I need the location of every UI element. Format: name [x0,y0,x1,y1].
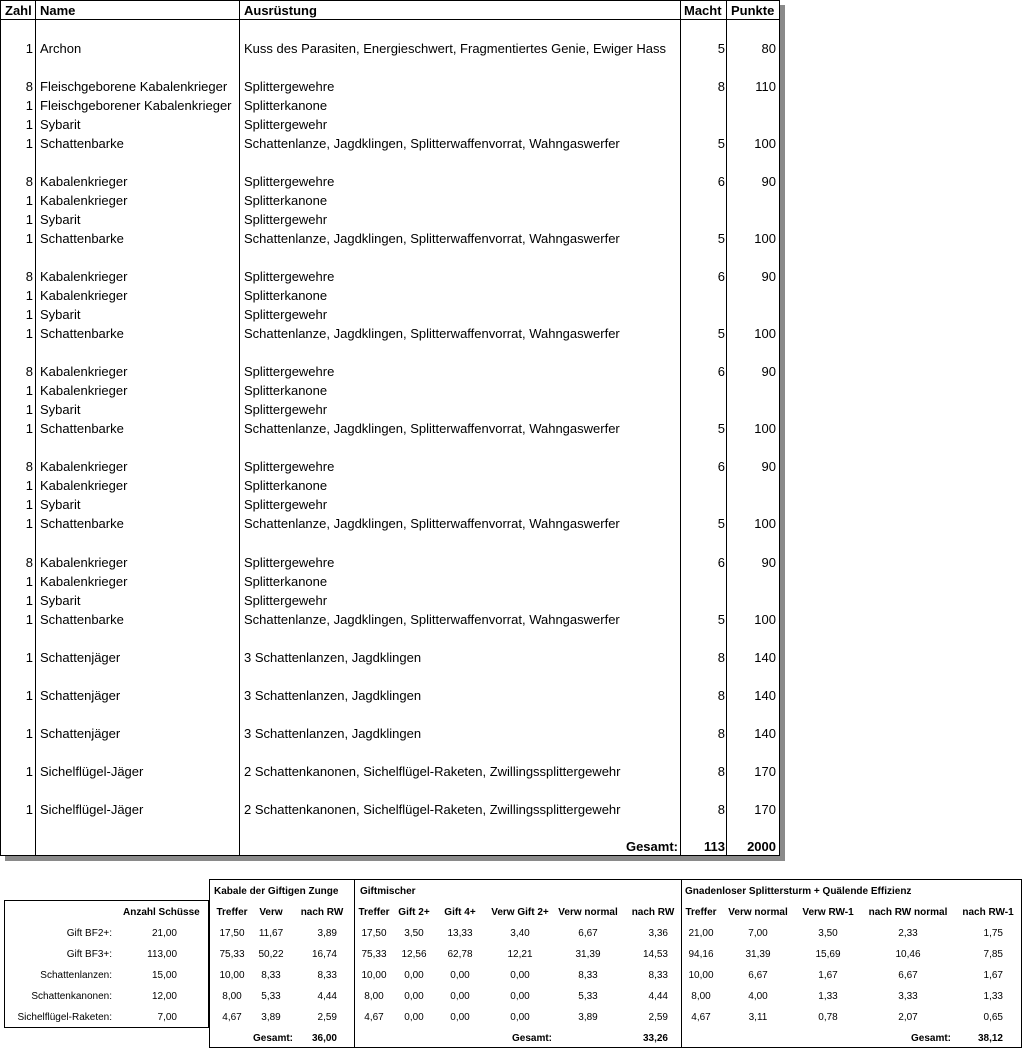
table-cell: 17,50 [219,928,245,939]
table-cell: 50,22 [258,949,284,960]
table-row [1,210,781,229]
section-total-label: Gesamt: [252,1033,293,1044]
unit-qty: 1 [25,478,33,493]
shots-label: Gift BF3+: [66,949,112,960]
table-cell: 0,00 [404,1012,424,1023]
unit-power: 6 [717,174,725,189]
table-row [1,362,781,381]
table-row [1,229,781,248]
unit-points: 100 [754,516,776,531]
unit-equipment: Splitterkanone [244,98,328,113]
table-row [1,305,781,324]
unit-points: 100 [754,421,776,436]
unit-equipment: Splitterkanone [244,288,328,303]
shots-value: 7,00 [157,1012,177,1023]
unit-qty: 1 [25,383,33,398]
table-cell: 0,00 [450,1012,470,1023]
unit-qty: 1 [25,231,33,246]
unit-power: 6 [717,555,725,570]
table-cell: 75,33 [361,949,387,960]
unit-points: 140 [754,726,776,741]
unit-qty: 8 [25,79,33,94]
unit-equipment: Splittergewehr [244,117,328,132]
unit-equipment: Splittergewehr [244,212,328,227]
unit-power: 5 [717,41,725,56]
unit-points: 110 [755,79,776,94]
unit-points: 100 [754,231,776,246]
unit-qty: 1 [25,497,33,512]
table-row [1,648,781,667]
unit-equipment: Schattenlanze, Jagdklingen, Splitterwaffenvorrat, Wahngaswerfer [244,612,620,627]
unit-equipment: 3 Schattenlanzen, Jagdklingen [244,650,422,665]
unit-equipment: Splitterkanone [244,193,328,208]
table-row [1,762,781,781]
table-cell: 3,89 [317,928,337,939]
table-cell: 1,33 [983,991,1003,1002]
column-header: Gift 4+ [444,907,476,918]
total-power: 113 [704,839,725,854]
table-row [1,39,781,58]
table-row [1,381,781,400]
shots-value: 15,00 [151,970,177,981]
shots-table [4,900,209,1028]
table-cell: 62,78 [447,949,473,960]
table-cell: 4,67 [691,1012,711,1023]
section-total-label: Gesamt: [910,1033,951,1044]
unit-qty: 1 [25,98,33,113]
unit-power: 8 [717,688,725,703]
table-row [1,77,781,96]
column-header: nach RW-1 [962,907,1014,918]
table-cell: 15,69 [815,949,841,960]
unit-equipment: Schattenlanze, Jagdklingen, Splitterwaffenvorrat, Wahngaswerfer [244,136,620,151]
unit-power: 5 [717,612,725,627]
header-power: Macht [684,3,722,18]
table-cell: 13,33 [447,928,473,939]
unit-points: 90 [761,269,776,284]
unit-equipment: Schattenlanze, Jagdklingen, Splitterwaffenvorrat, Wahngaswerfer [244,516,620,531]
table-cell: 31,39 [575,949,601,960]
table-row [1,553,781,572]
table-row [1,514,781,533]
unit-name: Schattenbarke [40,516,124,531]
unit-equipment: Splitterkanone [244,383,328,398]
table-row [1,457,781,476]
unit-qty: 1 [25,326,33,341]
unit-equipment: Splittergewehre [244,79,335,94]
unit-name: Schattenbarke [40,136,124,151]
unit-equipment: Splittergewehr [244,593,328,608]
table-row [1,134,781,153]
unit-name: Kabalenkrieger [40,383,128,398]
total-row [1,837,781,856]
table-cell: 10,00 [688,970,714,981]
unit-name: Schattenjäger [40,688,121,703]
table-cell: 8,33 [261,970,281,981]
unit-name: Schattenbarke [40,231,124,246]
unit-qty: 1 [25,688,33,703]
table-cell: 1,67 [818,970,838,981]
shots-label: Schattenlanzen: [40,970,112,981]
table-cell: 2,07 [898,1012,918,1023]
unit-points: 140 [754,650,776,665]
unit-name: Kabalenkrieger [40,574,128,589]
unit-qty: 1 [25,136,33,151]
table-row [1,476,781,495]
shots-label: Schattenkanonen: [31,991,112,1002]
shots-value: 113,00 [147,949,177,960]
table-cell: 2,59 [648,1012,668,1023]
table-row [1,610,781,629]
table-cell: 6,67 [748,970,768,981]
table-cell: 8,33 [317,970,337,981]
column-header: nach RW normal [868,907,948,918]
unit-qty: 1 [25,41,33,56]
table-cell: 16,74 [311,949,337,960]
unit-equipment: 2 Schattenkanonen, Sichelflügel-Raketen, Zwillingssplittergewehr [244,802,621,817]
unit-name: Kabalenkrieger [40,174,128,189]
table-row [1,115,781,134]
unit-qty: 1 [25,288,33,303]
unit-qty: 1 [25,516,33,531]
shots-label: Sichelflügel-Raketen: [17,1012,112,1023]
unit-power: 5 [717,516,725,531]
unit-power: 8 [717,79,725,94]
column-header: Treffer [216,907,248,918]
unit-qty: 1 [25,117,33,132]
unit-qty: 1 [25,402,33,417]
unit-power: 6 [717,459,725,474]
table-cell: 5,33 [578,991,598,1002]
unit-qty: 8 [25,269,33,284]
table-cell: 3,33 [898,991,918,1002]
unit-equipment: Splittergewehr [244,497,328,512]
unit-equipment: Splittergewehr [244,402,328,417]
unit-equipment: Splittergewehr [244,307,328,322]
unit-name: Schattenbarke [40,421,124,436]
unit-power: 5 [717,136,725,151]
table-cell: 3,89 [578,1012,598,1023]
table-cell: 4,44 [317,991,337,1002]
column-header: Treffer [685,907,717,918]
unit-name: Archon [40,41,82,56]
unit-name: Fleischgeborene Kabalenkrieger [40,79,228,94]
section-title: Kabale der Giftigen Zunge [214,886,339,897]
unit-qty: 1 [25,212,33,227]
table-row [1,419,781,438]
column-header: nach RW [300,907,344,918]
table-cell: 3,50 [404,928,424,939]
unit-equipment: Schattenlanze, Jagdklingen, Splitterwaffenvorrat, Wahngaswerfer [244,421,620,436]
shots-value: 21,00 [151,928,177,939]
section-title: Giftmischer [360,886,416,897]
table-row [1,96,781,115]
table-cell: 6,67 [898,970,918,981]
table-row [1,400,781,419]
unit-name: Kabalenkrieger [40,459,128,474]
table-cell: 4,00 [748,991,768,1002]
table-cell: 7,00 [748,928,768,939]
column-header: Gift 2+ [398,907,430,918]
table-cell: 2,59 [317,1012,337,1023]
table-row [1,267,781,286]
table-row [1,495,781,514]
unit-qty: 8 [25,174,33,189]
total-label: Gesamt: [625,839,678,854]
unit-equipment: 3 Schattenlanzen, Jagdklingen [244,688,422,703]
unit-points: 80 [761,41,776,56]
unit-qty: 1 [25,421,33,436]
unit-points: 90 [761,459,776,474]
unit-points: 90 [761,555,776,570]
table-cell: 8,00 [222,991,242,1002]
table-cell: 0,00 [404,991,424,1002]
table-cell: 11,67 [258,928,284,939]
unit-name: Sybarit [40,307,81,322]
table-row [1,724,781,743]
shots-header: Anzahl Schüsse [123,907,200,918]
unit-name: Schattenbarke [40,612,124,627]
header-qty: Zahl [5,3,32,18]
table-cell: 0,00 [510,991,530,1002]
unit-qty: 1 [25,612,33,627]
table-cell: 8,33 [648,970,668,981]
column-header: Treffer [358,907,390,918]
table-cell: 10,46 [895,949,921,960]
shots-label: Gift BF2+: [66,928,112,939]
table-cell: 5,33 [261,991,281,1002]
table-cell: 0,00 [450,970,470,981]
unit-power: 5 [717,326,725,341]
header-name: Name [40,3,76,18]
table-cell: 0,00 [510,1012,530,1023]
unit-name: Kabalenkrieger [40,193,128,208]
unit-equipment: Splittergewehre [244,174,335,189]
total-points: 2000 [747,839,776,854]
unit-name: Kabalenkrieger [40,478,128,493]
unit-qty: 8 [25,555,33,570]
unit-qty: 1 [25,193,33,208]
header-points: Punkte [731,3,775,18]
table-cell: 1,75 [983,928,1003,939]
unit-name: Sybarit [40,212,81,227]
unit-equipment: Schattenlanze, Jagdklingen, Splitterwaffenvorrat, Wahngaswerfer [244,326,620,341]
table-cell: 17,50 [361,928,387,939]
table-cell: 4,67 [222,1012,242,1023]
unit-name: Schattenjäger [40,726,121,741]
section-total-value: 33,26 [642,1033,668,1044]
table-cell: 6,67 [578,928,598,939]
unit-power: 8 [717,650,725,665]
unit-power: 5 [717,421,725,436]
column-header: nach RW [631,907,675,918]
table-cell: 7,85 [983,949,1003,960]
unit-qty: 1 [25,726,33,741]
unit-qty: 1 [25,574,33,589]
unit-equipment: Splittergewehre [244,459,335,474]
unit-power: 6 [717,269,725,284]
table-cell: 1,67 [983,970,1003,981]
unit-name: Sybarit [40,117,81,132]
table-row [1,172,781,191]
table-cell: 0,00 [450,991,470,1002]
table-cell: 1,33 [818,991,838,1002]
unit-equipment: Kuss des Parasiten, Energieschwert, Fragmentiertes Genie, Ewiger Hass [244,41,666,56]
table-cell: 3,11 [748,1012,768,1023]
table-cell: 0,65 [983,1012,1003,1023]
table-row [1,191,781,210]
damage-tables [209,879,1022,1048]
unit-equipment: 3 Schattenlanzen, Jagdklingen [244,726,422,741]
unit-equipment: Splitterkanone [244,574,328,589]
column-header: Verw [259,907,283,918]
column-header: Verw normal [558,907,618,918]
table-cell: 3,89 [261,1012,281,1023]
table-cell: 8,00 [364,991,384,1002]
unit-qty: 1 [25,802,33,817]
unit-name: Kabalenkrieger [40,269,128,284]
table-cell: 94,16 [688,949,714,960]
column-header: Verw normal [728,907,788,918]
unit-qty: 1 [25,307,33,322]
unit-name: Kabalenkrieger [40,555,128,570]
table-row [1,572,781,591]
unit-name: Sybarit [40,593,81,608]
table-cell: 4,44 [648,991,668,1002]
unit-equipment: Schattenlanze, Jagdklingen, Splitterwaffenvorrat, Wahngaswerfer [244,231,620,246]
unit-name: Sybarit [40,402,81,417]
table-cell: 12,21 [507,949,533,960]
unit-name: Fleischgeborener Kabalenkrieger [40,98,232,113]
table-cell: 10,00 [219,970,245,981]
unit-qty: 8 [25,364,33,379]
unit-qty: 1 [25,593,33,608]
section-total-value: 36,00 [311,1033,337,1044]
section-total-label: Gesamt: [511,1033,552,1044]
unit-points: 170 [754,764,776,779]
unit-power: 8 [717,726,725,741]
unit-equipment: Splittergewehre [244,555,335,570]
table-cell: 2,33 [898,928,918,939]
unit-points: 100 [754,326,776,341]
unit-qty: 1 [25,764,33,779]
column-header: Verw RW-1 [802,907,854,918]
unit-qty: 1 [25,650,33,665]
unit-equipment: 2 Schattenkanonen, Sichelflügel-Raketen, Zwillingssplittergewehr [244,764,621,779]
unit-equipment: Splittergewehre [244,364,335,379]
unit-name: Kabalenkrieger [40,364,128,379]
unit-points: 140 [754,688,776,703]
table-cell: 0,78 [818,1012,838,1023]
table-cell: 14,53 [642,949,668,960]
table-cell: 21,00 [688,928,714,939]
table-row [1,800,781,819]
table-cell: 10,00 [361,970,387,981]
table-cell: 31,39 [745,949,771,960]
unit-points: 100 [754,612,776,627]
unit-equipment: Splittergewehre [244,269,335,284]
shots-value: 12,00 [151,991,177,1002]
table-row [1,324,781,343]
table-cell: 3,36 [648,928,668,939]
unit-name: Sichelflügel-Jäger [40,802,144,817]
section-title: Gnadenloser Splittersturm + Quälende Effizienz [685,886,912,897]
unit-name: Sichelflügel-Jäger [40,764,144,779]
unit-name: Schattenjäger [40,650,121,665]
unit-points: 100 [754,136,776,151]
table-cell: 3,50 [818,928,838,939]
unit-name: Sybarit [40,497,81,512]
table-cell: 12,56 [401,949,427,960]
header-equipment: Ausrüstung [244,3,317,18]
table-cell: 0,00 [404,970,424,981]
unit-name: Kabalenkrieger [40,288,128,303]
table-cell: 4,67 [364,1012,384,1023]
unit-points: 90 [761,174,776,189]
unit-points: 90 [761,364,776,379]
unit-power: 5 [717,231,725,246]
unit-name: Schattenbarke [40,326,124,341]
table-cell: 3,40 [510,928,530,939]
column-header: Verw Gift 2+ [491,907,549,918]
section-total-value: 38,12 [977,1033,1003,1044]
table-cell: 0,00 [510,970,530,981]
table-row [1,686,781,705]
unit-equipment: Splitterkanone [244,478,328,493]
unit-points: 170 [754,802,776,817]
table-cell: 8,33 [578,970,598,981]
unit-qty: 8 [25,459,33,474]
unit-power: 8 [717,802,725,817]
table-row [1,591,781,610]
unit-power: 8 [717,764,725,779]
unit-power: 6 [717,364,725,379]
table-cell: 75,33 [219,949,245,960]
table-row [1,286,781,305]
table-cell: 8,00 [691,991,711,1002]
